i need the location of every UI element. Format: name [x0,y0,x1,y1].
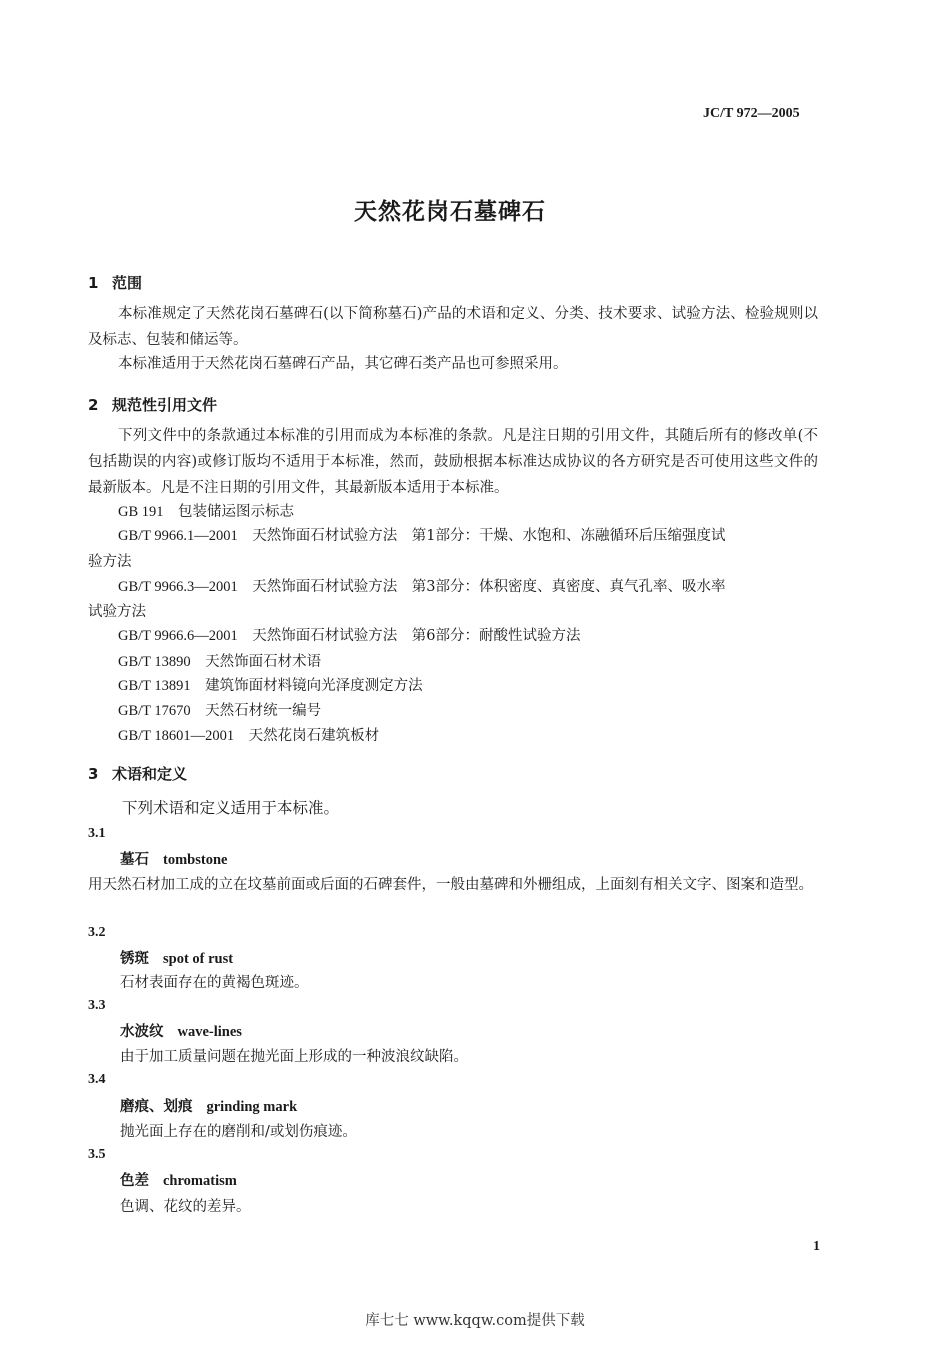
term-english: wave-lines [177,1024,242,1040]
reference-code: GB/T 13890 [118,654,191,670]
reference-title: 天然饰面石材试验方法 第6部分：耐酸性试验方法 [252,628,581,644]
standard-code: JC/T 972—2005 [703,106,800,121]
section-number: 2 [88,396,99,414]
reference-code: GB/T 9966.1—2001 [118,528,238,544]
term-english: spot of rust [163,951,234,967]
reference-item [118,524,726,545]
term-definition: 石材表面存在的黄褐色斑迹。 [120,975,309,991]
section-3-intro: 下列术语和定义适用于本标准。 [122,799,340,817]
reference-code: GB/T 9966.6—2001 [118,628,238,644]
reference-code: GB/T 9966.3—2001 [118,579,238,595]
reference-title: 天然花岗石建筑板材 [248,728,380,744]
term-heading [120,848,227,869]
page-number: 1 [813,1239,820,1254]
term-heading [120,1020,242,1041]
term-heading [120,947,233,968]
term-definition: 色调、花纹的差异。 [120,1199,251,1215]
term-definition: 由于加工质量问题在抛光面上形成的一种波浪纹缺陷。 [120,1049,468,1065]
term-chinese: 锈斑 [120,950,149,967]
term-chinese: 水波纹 [120,1023,164,1040]
section-title: 规范性引用文件 [112,396,218,414]
clause-number: 3.5 [88,1147,106,1162]
clause-number: 3.3 [88,998,106,1013]
section-1-paragraph-1: 本标准规定了天然花岗石墓碑石(以下简称墓石)产品的术语和定义、分类、技术要求、试验方法、检验规则以及标志、包装和储运等。 [88,306,818,348]
section-2-intro: 下列文件中的条款通过本标准的引用而成为本标准的条款。凡是注日期的引用文件，其随后所有的修改单(不包括勘误的内容)或修订版均不适用于本标准，然而，鼓励根据本标准达成协议的各方研究是否可使用这些文件的最新版本。凡是不注日期的引用文件，其最新版本适用于本标准。 [88,428,818,496]
section-number: 1 [88,274,99,292]
reference-item [118,624,581,645]
term-definition: 抛光面上存在的磨削和/或划伤痕迹。 [120,1124,357,1140]
reference-title: 天然饰面石材术语 [205,654,322,670]
term-heading [120,1095,297,1116]
term-chinese: 色差 [120,1172,149,1189]
term-chinese: 墓石 [120,851,149,868]
reference-code: GB/T 17670 [118,703,191,719]
term-chinese: 磨痕、划痕 [120,1098,193,1115]
reference-continuation: 试验方法 [88,604,146,620]
clause-number: 3.4 [88,1072,106,1087]
reference-code: GB 191 [118,504,164,520]
reference-item [118,724,379,745]
section-number: 3 [88,765,99,783]
document-title: 天然花岗石墓碑石 [354,199,546,225]
download-footer: 库七七 www.kqqw.com提供下载 [365,1313,585,1329]
term-english: grinding mark [206,1099,298,1115]
reference-title: 天然石材统一编号 [205,703,322,719]
clause-number: 3.2 [88,925,106,940]
reference-item [118,699,321,720]
clause-number: 3.1 [88,826,106,841]
reference-item [118,500,294,521]
reference-title: 天然饰面石材试验方法 第3部分：体积密度、真密度、真气孔率、吸水率 [252,579,726,595]
reference-item [118,575,726,596]
reference-item [118,674,423,695]
term-english: chromatism [163,1173,237,1189]
section-1-heading [88,272,142,293]
section-1-paragraph-2: 本标准适用于天然花岗石墓碑石产品，其它碑石类产品也可参照采用。 [118,356,568,372]
reference-title: 天然饰面石材试验方法 第1部分：干燥、水饱和、冻融循环后压缩强度试 [252,528,726,544]
reference-continuation: 验方法 [88,554,132,570]
section-3-heading [88,763,187,784]
term-heading [120,1169,237,1190]
reference-title: 建筑饰面材料镜向光泽度测定方法 [205,678,423,694]
section-title: 术语和定义 [112,765,188,783]
reference-code: GB/T 13891 [118,678,191,694]
term-english: tombstone [163,852,228,868]
reference-item [118,650,321,671]
section-title: 范围 [112,274,143,292]
term-definition: 用天然石材加工成的立在坟墓前面或后面的石碑套件，一般由墓碑和外栅组成，上面刻有相关文字、图案和造型。 [88,877,813,893]
reference-code: GB/T 18601—2001 [118,728,235,744]
section-2-heading [88,394,217,415]
reference-title: 包装储运图示标志 [178,504,295,520]
